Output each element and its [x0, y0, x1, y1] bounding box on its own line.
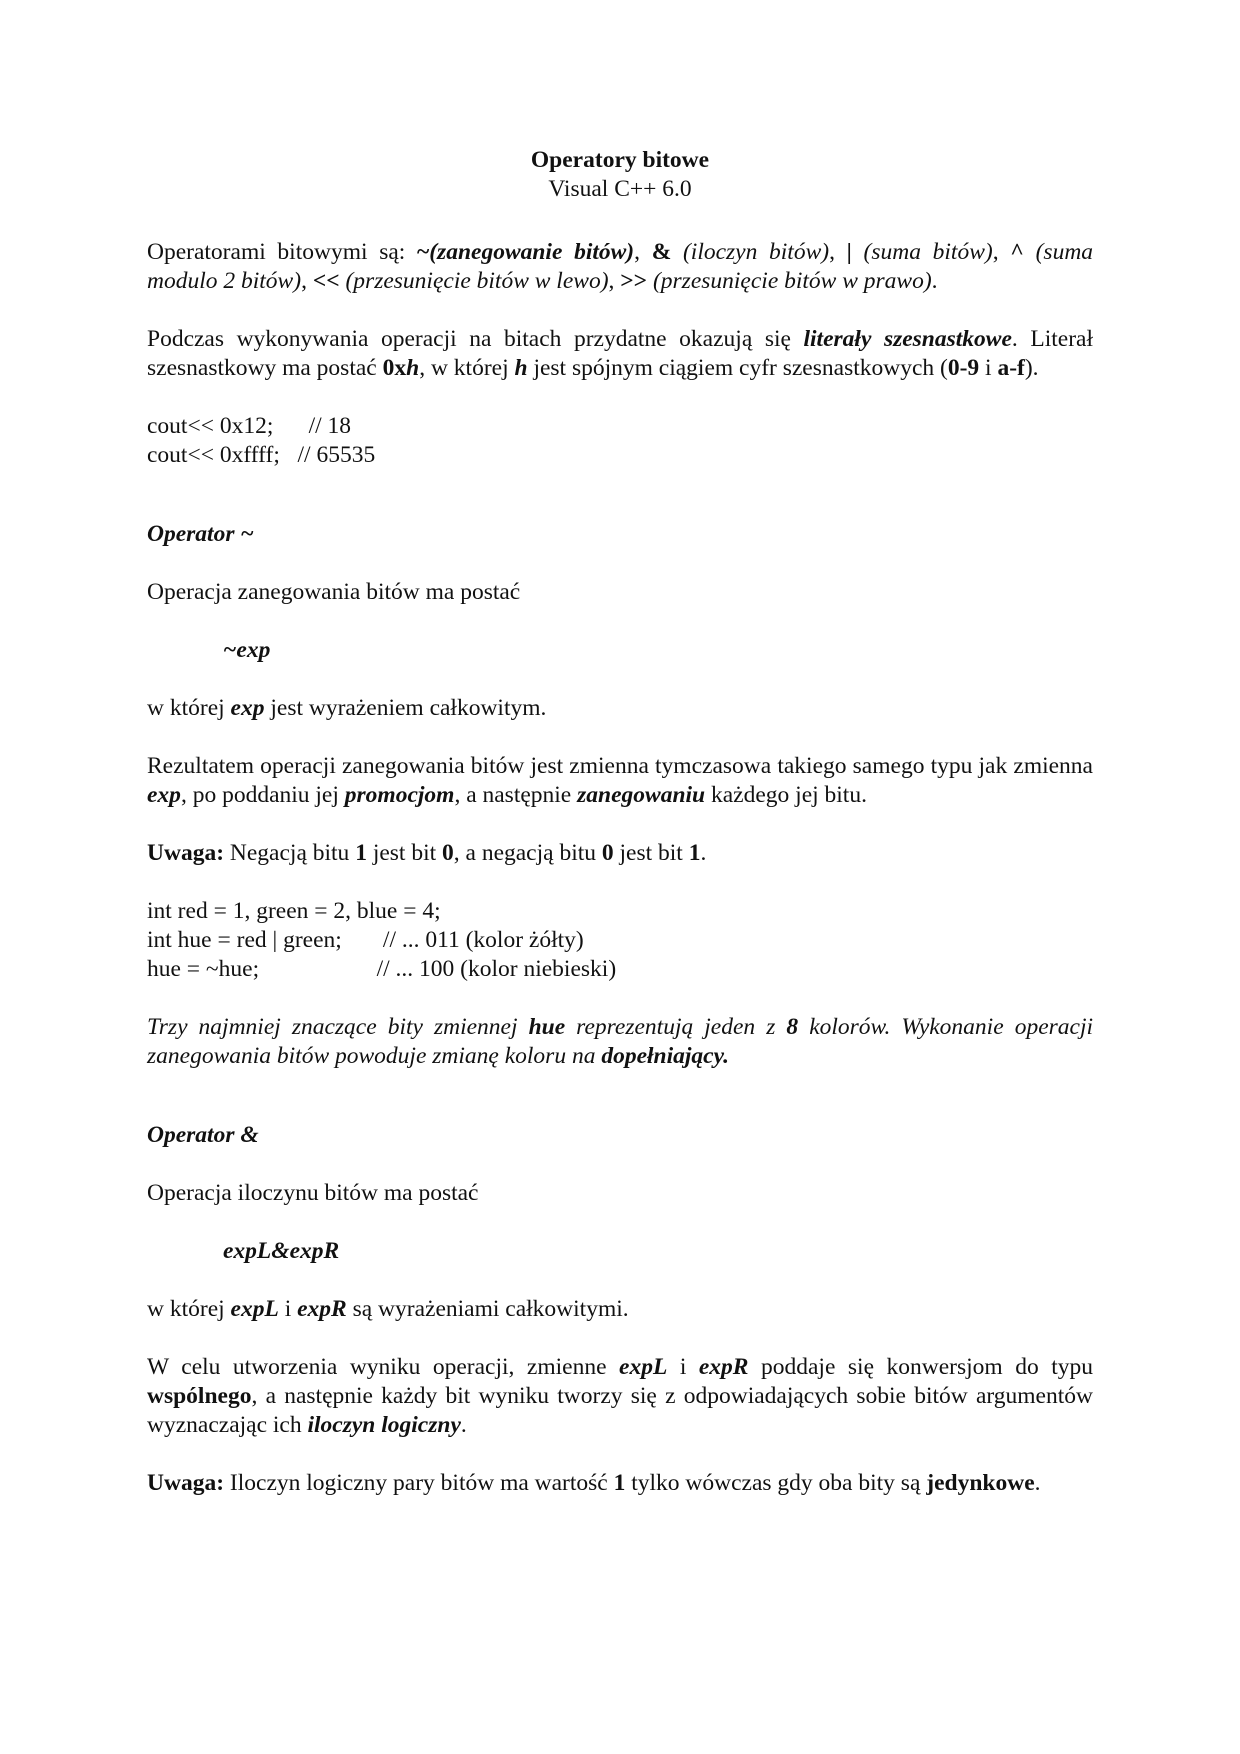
- operator-desc: (suma modulo 2 bitów): [147, 239, 1094, 294]
- hex-var: h: [514, 355, 528, 381]
- text: Trzy najmniej znaczące bity zmiennej: [147, 1014, 529, 1040]
- text: Negacją bitu: [224, 840, 356, 866]
- text: W celu utworzenia wyniku operacji, zmienne: [147, 1354, 620, 1380]
- hex-prefix: 0x: [382, 355, 407, 381]
- not-formula: ~exp: [223, 637, 271, 663]
- code-line: int hue = red | green; // ... 011 (kolor żółty): [147, 927, 584, 953]
- operator-or: |: [846, 239, 852, 265]
- text: jest bit: [366, 840, 443, 866]
- text: .: [1034, 1470, 1041, 1496]
- code-line: hue = ~hue; // ... 100 (kolor niebieski): [147, 956, 617, 982]
- term: promocjom: [344, 782, 455, 808]
- intro-text: Operatorami bitowymi są:: [147, 239, 417, 265]
- hex-term: literały szesnastkowe: [803, 326, 1012, 352]
- text: poddaje się konwersjom do typu: [748, 1354, 1093, 1380]
- var: exp: [147, 782, 181, 808]
- and-conversion: [147, 1353, 1093, 1440]
- intro-text: ,: [992, 239, 1011, 265]
- intro-text: ,: [634, 239, 652, 265]
- document-content: [147, 146, 1093, 1527]
- number: 8: [786, 1014, 799, 1040]
- and-formula: expL&expR: [223, 1238, 340, 1264]
- not-where: [147, 694, 1093, 723]
- bit: 1: [688, 840, 701, 866]
- intro-text: ,: [829, 239, 847, 265]
- text: reprezentują jeden z: [565, 1014, 787, 1040]
- text: , a negacją bitu: [453, 840, 602, 866]
- not-result: [147, 752, 1093, 810]
- intro-paragraph: [147, 238, 1093, 296]
- text: i: [278, 1296, 298, 1322]
- and-where: [147, 1295, 1093, 1324]
- text: tylko wówczas gdy oba bity są: [625, 1470, 927, 1496]
- var: exp: [230, 695, 265, 721]
- text: , a następnie: [454, 782, 578, 808]
- hex-text: ).: [1024, 355, 1039, 381]
- text: .: [460, 1412, 467, 1438]
- var: expL: [230, 1296, 279, 1322]
- intro-text: ,: [301, 268, 313, 294]
- var: expR: [698, 1354, 749, 1380]
- term: jedynkowe: [926, 1470, 1035, 1496]
- text: jest wyrażeniem całkowitym.: [264, 695, 547, 721]
- var: expL: [619, 1354, 668, 1380]
- text: , po poddaniu jej: [180, 782, 345, 808]
- hex-var: h: [406, 355, 420, 381]
- var: hue: [528, 1014, 566, 1040]
- code-line: cout<< 0x12; // 18: [147, 413, 352, 439]
- text: , a następnie każdy bit wyniku tworzy się z odpowiadających sobie bitów argumentów wyznaczając ich: [147, 1383, 1093, 1438]
- bit: 0: [442, 840, 454, 866]
- hex-text: , w której: [419, 355, 515, 381]
- bit: 1: [355, 840, 367, 866]
- hex-text: jest spójnym ciągiem cyfr szesnastkowych (: [527, 355, 948, 381]
- document-subtitle: Visual C++ 6.0: [548, 176, 692, 202]
- and-note: [147, 1469, 1093, 1498]
- title-block: [147, 146, 1093, 204]
- code-line: int red = 1, green = 2, blue = 4;: [147, 898, 441, 924]
- hex-code-block: [147, 412, 1093, 470]
- text: kolorów. Wykonanie operacji zanegowania bitów powoduje zmianę koloru na: [147, 1014, 1094, 1069]
- operator-and: &: [651, 239, 672, 265]
- text: jest bit: [613, 840, 689, 866]
- document-title: Operatory bitowe: [530, 147, 710, 173]
- operator-not: ~: [416, 239, 430, 265]
- and-intro: Operacja iloczynu bitów ma postać: [147, 1180, 479, 1206]
- not-note: [147, 839, 1093, 868]
- text: Rezultatem operacji zanegowania bitów jest zmienna tymczasowa takiego samego typu jak zmienna: [147, 753, 1093, 779]
- term: iloczyn logiczny: [307, 1412, 461, 1438]
- term: wspólnego: [147, 1383, 252, 1409]
- var: expR: [297, 1296, 347, 1322]
- section-heading-not: Operator ~: [147, 521, 254, 547]
- intro-text: .: [931, 268, 938, 294]
- operator-desc: (suma bitów): [851, 239, 993, 265]
- section-heading-and: Operator &: [147, 1122, 259, 1148]
- text: w której: [147, 695, 231, 721]
- note-label: Uwaga:: [147, 840, 225, 866]
- operator-desc: (zanegowanie bitów): [429, 239, 635, 265]
- hex-letters: a-f: [997, 355, 1025, 381]
- hex-paragraph: [147, 325, 1093, 383]
- term: dopełniający.: [601, 1043, 730, 1069]
- text: Iloczyn logiczny pary bitów ma wartość: [224, 1470, 614, 1496]
- operator-desc: (iloczyn bitów): [671, 239, 830, 265]
- operator-shift-right: >>: [620, 268, 648, 294]
- text: każdego jej bitu.: [705, 782, 867, 808]
- text: i: [667, 1354, 699, 1380]
- operator-desc: (przesunięcie bitów w prawo): [647, 268, 932, 294]
- text: w której: [147, 1296, 231, 1322]
- not-intro: Operacja zanegowania bitów ma postać: [147, 579, 521, 605]
- not-italic-note: [147, 1013, 1093, 1071]
- operator-shift-left: <<: [312, 268, 340, 294]
- not-code-block: [147, 897, 1093, 984]
- hex-text: . Literał szesnastkowy ma postać: [147, 326, 1093, 381]
- code-line: cout<< 0xffff; // 65535: [147, 442, 376, 468]
- hex-digits: 0-9: [947, 355, 980, 381]
- text: .: [700, 840, 707, 866]
- bit: 0: [601, 840, 614, 866]
- operator-desc: (przesunięcie bitów w lewo): [339, 268, 609, 294]
- hex-text: i: [979, 355, 998, 381]
- operator-xor: ^: [1010, 239, 1024, 265]
- note-label: Uwaga:: [147, 1470, 225, 1496]
- text: są wyrażeniami całkowitymi.: [346, 1296, 629, 1322]
- term: zanegowaniu: [577, 782, 706, 808]
- bit: 1: [613, 1470, 626, 1496]
- hex-text: Podczas wykonywania operacji na bitach przydatne okazują się: [147, 326, 804, 352]
- intro-text: ,: [608, 268, 621, 294]
